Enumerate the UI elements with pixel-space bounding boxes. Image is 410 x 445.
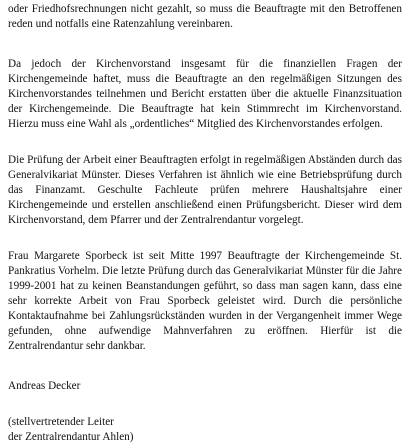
paragraph-spacer — [8, 32, 402, 57]
signature-spacer — [8, 354, 402, 379]
paragraph-3: Die Prüfung der Arbeit einer Beauftragten erfolgt in regelmäßigen Abständen durch das Generalvikariat Münster. Dieses Verfahren ist ähnlich wie eine Betriebsprüfung durch das Finanzamt. Geschulte Fachleute prüfen mehrere Haushaltsjahre einer Kirchengemeinde und erstellen anschließend einen Prüfungsbericht. Dieser wird dem Kirchenvorstand, dem Pfarrer und der Zentralrendantur vorgelegt. — [8, 154, 402, 226]
paragraph-spacer — [8, 228, 402, 249]
paragraph-2: Da jedoch der Kirchenvorstand insgesamt für die finanziellen Fragen der Kirchengemeinde haftet, muss die Beauftragte an den regelmäßigen Sitzungen des Kirchenvorstandes teilnehmen und Bericht erstatten über die aktuelle Finanzsituation der Kirchengemeinde. Die Beauftragte hat kein Stimmrecht im Kirchenvorstand. Hierzu muss eine Wahl als „ordentliches“ Mitglied des Kirchenvorstandes erfolgen. — [8, 58, 402, 130]
signature-name: Andreas Decker — [8, 380, 81, 392]
signature-role-line-1: (stellvertretender Leiter — [8, 416, 114, 428]
signature-role-line-2: der Zentralrendantur Ahlen) — [8, 431, 134, 443]
paragraph-spacer — [8, 132, 402, 153]
signature-spacer — [8, 394, 402, 415]
paragraph-1: oder Friedhofsrechnungen nicht gezahlt, so muss die Beauftragte mit den Betroffenen reden und notfalls eine Ratenzahlung vereinbaren. — [8, 3, 402, 30]
paragraph-4: Frau Margarete Sporbeck ist seit Mitte 1997 Beauftragte der Kirchengemeinde St. Pankratius Vorhelm. Die letzte Prüfung durch das Generalvikariat Münster für die Jahre 1999-2001 hat zu keinen Beanstandungen geführt, so dass man sagen kann, dass eine sehr korrekte Arbeit von Frau Sporbeck geleistet wird. Durch die persönliche Kontaktaufnahme bei Zahlungsrückständen wurden in der Vergangenheit immer Wege gefunden, ohne aufwendige Mahnverfahren zu eröffnen. Hierfür ist die Zentralrendantur sehr dankbar. — [8, 250, 402, 352]
